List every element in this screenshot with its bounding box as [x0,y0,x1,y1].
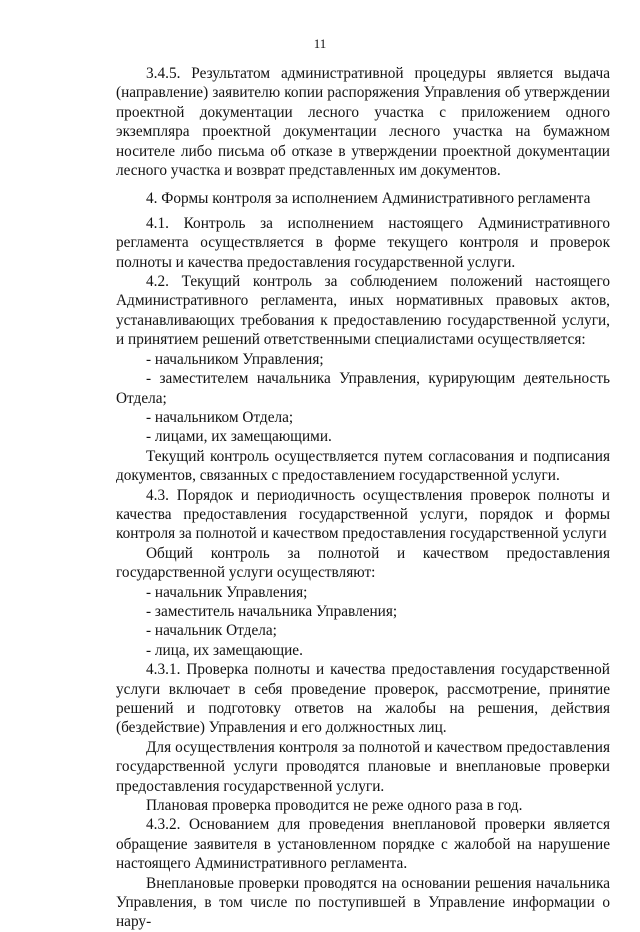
paragraph-4-1: 4.1. Контроль за исполнением настоящего Административного регламента осуществляется в форме текущего контроля и проверок полноты и качества предоставления государственной услуги. [116,214,610,271]
paragraph-current-control: Текущий контроль осуществляется путем согласования и подписания документов, связанных с предоставлением государственной услуги. [116,447,610,485]
list-item: - начальник Отдела; [146,622,277,640]
paragraph-planned-frequency: Плановая проверка проводится не реже одного раза в год. [146,797,523,815]
document-body [116,64,610,932]
list-item: - начальник Управления; [146,583,308,601]
paragraph-3-4-5: 3.4.5. Результатом административной процедуры является выдача (направление) заявителю копии распоряжения Управления об утверждении проектной документации лесного участка с приложением одного экземпляра проектной документации лесного участка на бумажном носителе либо письма об отказе в утверждении проектной документации лесного участка и возврат представленных им документов. [116,65,610,180]
list-item: - начальником Отдела; [146,408,294,426]
list-item: - лица, их замещающие. [146,641,303,659]
paragraph-4-3-1: 4.3.1. Проверка полноты и качества предоставления государственной услуги включает в себя проведение проверок, рассмотрение, принятие решений и подготовку ответов на жалобы на решения, действия (бездействие) Управления и его должностных лиц. [116,661,610,737]
paragraph-4-3-2: 4.3.2. Основанием для проведения внеплановой проверки является обращение заявителя в установленном порядке с жалобой на нарушение настоящего Административного регламента. [116,816,610,873]
page-number: 11 [313,36,327,51]
section-heading-4: 4. Формы контроля за исполнением Административного регламента [146,190,591,208]
paragraph-4-2: 4.2. Текущий контроль за соблюдением положений настоящего Административного регламента, иных нормативных правовых актов, устанавливающих требования к предоставлению государственной услуги, и принятием решений ответственными специалистами осуществляется: [116,273,610,349]
list-item: - начальником Управления; [146,350,324,368]
paragraph-planned-checks: Для осуществления контроля за полнотой и качеством предоставления государственной услуги проводятся плановые и внеплановые проверки предоставления государственной услуги. [116,738,610,795]
list-item: - заместителем начальника Управления, курирующим деятельность Отдела; [116,370,610,407]
paragraph-unplanned-checks: Внеплановые проверки проводятся на основании решения начальника Управления, в том числе по поступившей в Управление информации о нару- [116,874,610,931]
list-item: - заместитель начальника Управления; [146,602,398,620]
paragraph-4-3: 4.3. Порядок и периодичность осуществления проверок полноты и качества предоставления государственной услуги, порядок и формы контроля за полнотой и качеством предоставления государственной услуги [116,486,610,543]
list-item: - лицами, их замещающими. [146,428,332,446]
paragraph-general-control: Общий контроль за полнотой и качеством предоставления государственной услуги осуществляют: [116,544,610,582]
